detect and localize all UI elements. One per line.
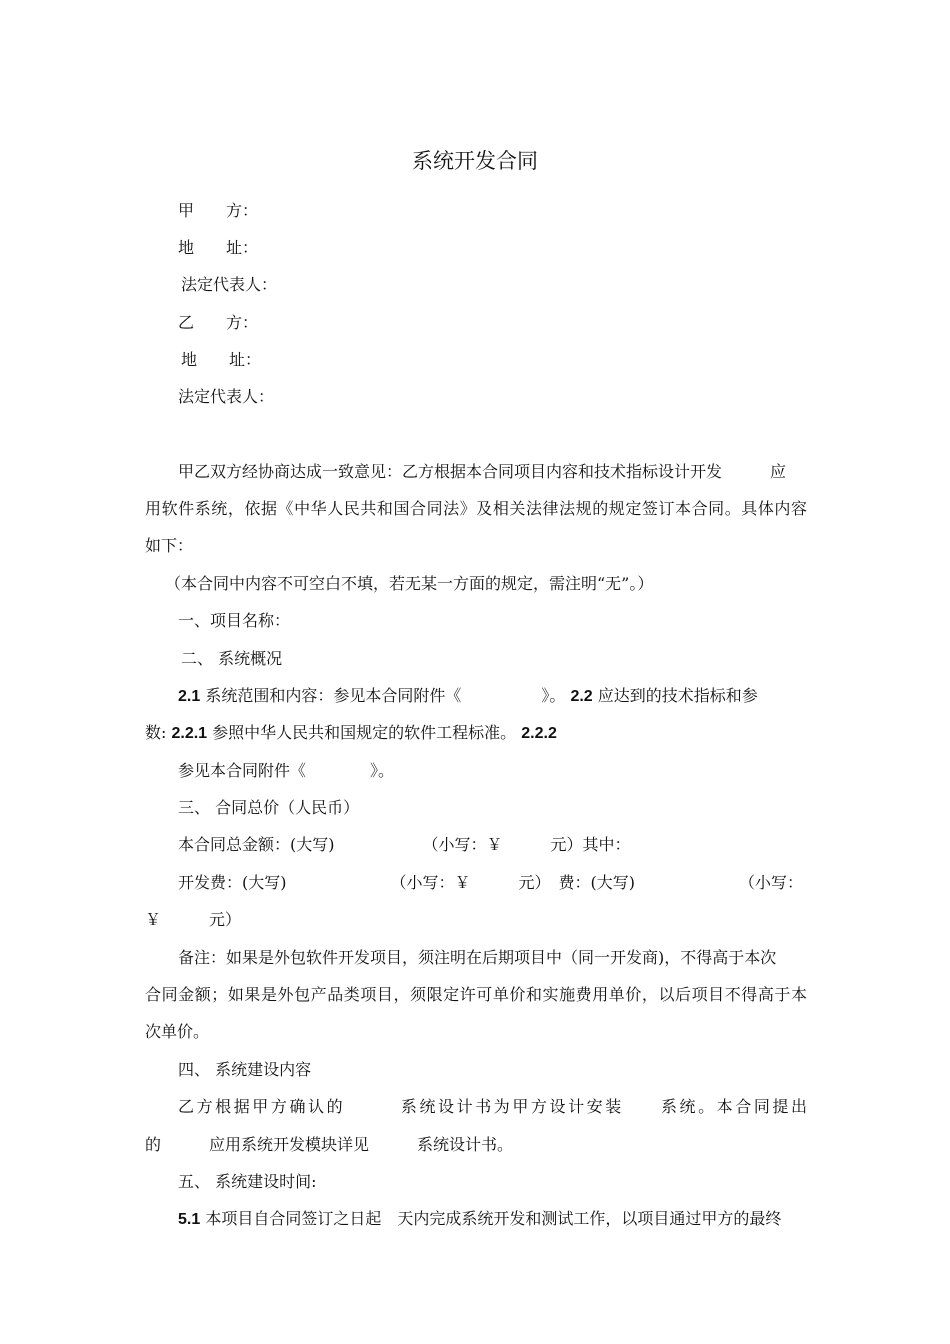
section-4-line-2: 的 应用系统开发模块详见 系统设计书。 xyxy=(145,1135,514,1154)
clause-text: 本项目自合同签订之日起 天内完成系统开发和测试工作，以项目通过甲方的最终 xyxy=(200,1209,782,1228)
party-a-name: 甲 方： xyxy=(178,201,259,220)
clause-number: 2.2.2 xyxy=(521,725,557,742)
development-fee-line-end: ￥ 元） xyxy=(145,910,242,929)
section-5-line-1 xyxy=(178,1207,781,1232)
clause-number: 2.2 xyxy=(570,688,593,705)
section-4-line-1: 乙方根据甲方确认的 系统设计书为甲方设计安装 系统。本合同提出 xyxy=(178,1097,807,1116)
remark-line-2: 合同金额；如果是外包产品类项目，须限定许可单价和实施费用单价，以后项目不得高于本 xyxy=(145,985,807,1004)
clause-number: 2.1 xyxy=(178,688,201,705)
clause-text: 数: xyxy=(145,723,172,742)
intro-line-2: 用软件系统，依据《中华人民共和国合同法》及相关法律法规的规定签订本合同。具体内容 xyxy=(145,499,807,518)
party-a-representative: 法定代表人： xyxy=(181,275,278,294)
development-fee-line: 开发费：(大写) （小写：￥ 元） 费：(大写) （小写： xyxy=(178,873,803,892)
section-4-heading: 四、 系统建设内容 xyxy=(178,1060,312,1079)
section-2-line-2 xyxy=(145,721,557,746)
intro-line-3: 如下： xyxy=(145,536,194,555)
document-title: 系统开发合同 xyxy=(412,149,538,173)
section-2-heading: 二、 系统概况 xyxy=(181,649,283,668)
party-b-representative: 法定代表人： xyxy=(178,387,275,406)
party-a-address: 地 址： xyxy=(178,238,259,257)
intro-line-1: 甲乙双方经协商达成一致意见：乙方根据本合同项目内容和技术指标设计开发 应 xyxy=(178,462,787,481)
section-1-heading: 一、项目名称： xyxy=(178,611,291,630)
total-amount-line: 本合同总金额：(大写) （小写：￥ 元）其中： xyxy=(178,835,631,854)
remark-line-1: 备注：如果是外包软件开发项目，须注明在后期项目中（同一开发商)，不得高于本次 xyxy=(178,948,777,967)
clause-number: 5.1 xyxy=(178,1211,201,1228)
party-b-name: 乙 方： xyxy=(178,313,259,332)
section-2-line-1 xyxy=(178,684,758,709)
section-3-heading: 三、 合同总价（人民币） xyxy=(178,798,360,817)
party-b-address: 地 址： xyxy=(181,350,262,369)
section-2-line-3: 参见本合同附件《 》。 xyxy=(178,761,395,780)
clause-text: 系统范围和内容：参见本合同附件《 》。 xyxy=(200,686,566,705)
clause-text: 应达到的技术指标和参 xyxy=(592,686,758,705)
section-5-heading: 五、 系统建设时间: xyxy=(178,1172,317,1191)
remark-line-3: 次单价。 xyxy=(145,1022,210,1041)
fill-note: （本合同中内容不可空白不填，若无某一方面的规定，需注明“无”。） xyxy=(165,574,654,593)
clause-number: 2.2.1 xyxy=(171,725,208,742)
clause-text: 参照中华人民共和国规定的软件工程标准。 xyxy=(207,723,517,742)
